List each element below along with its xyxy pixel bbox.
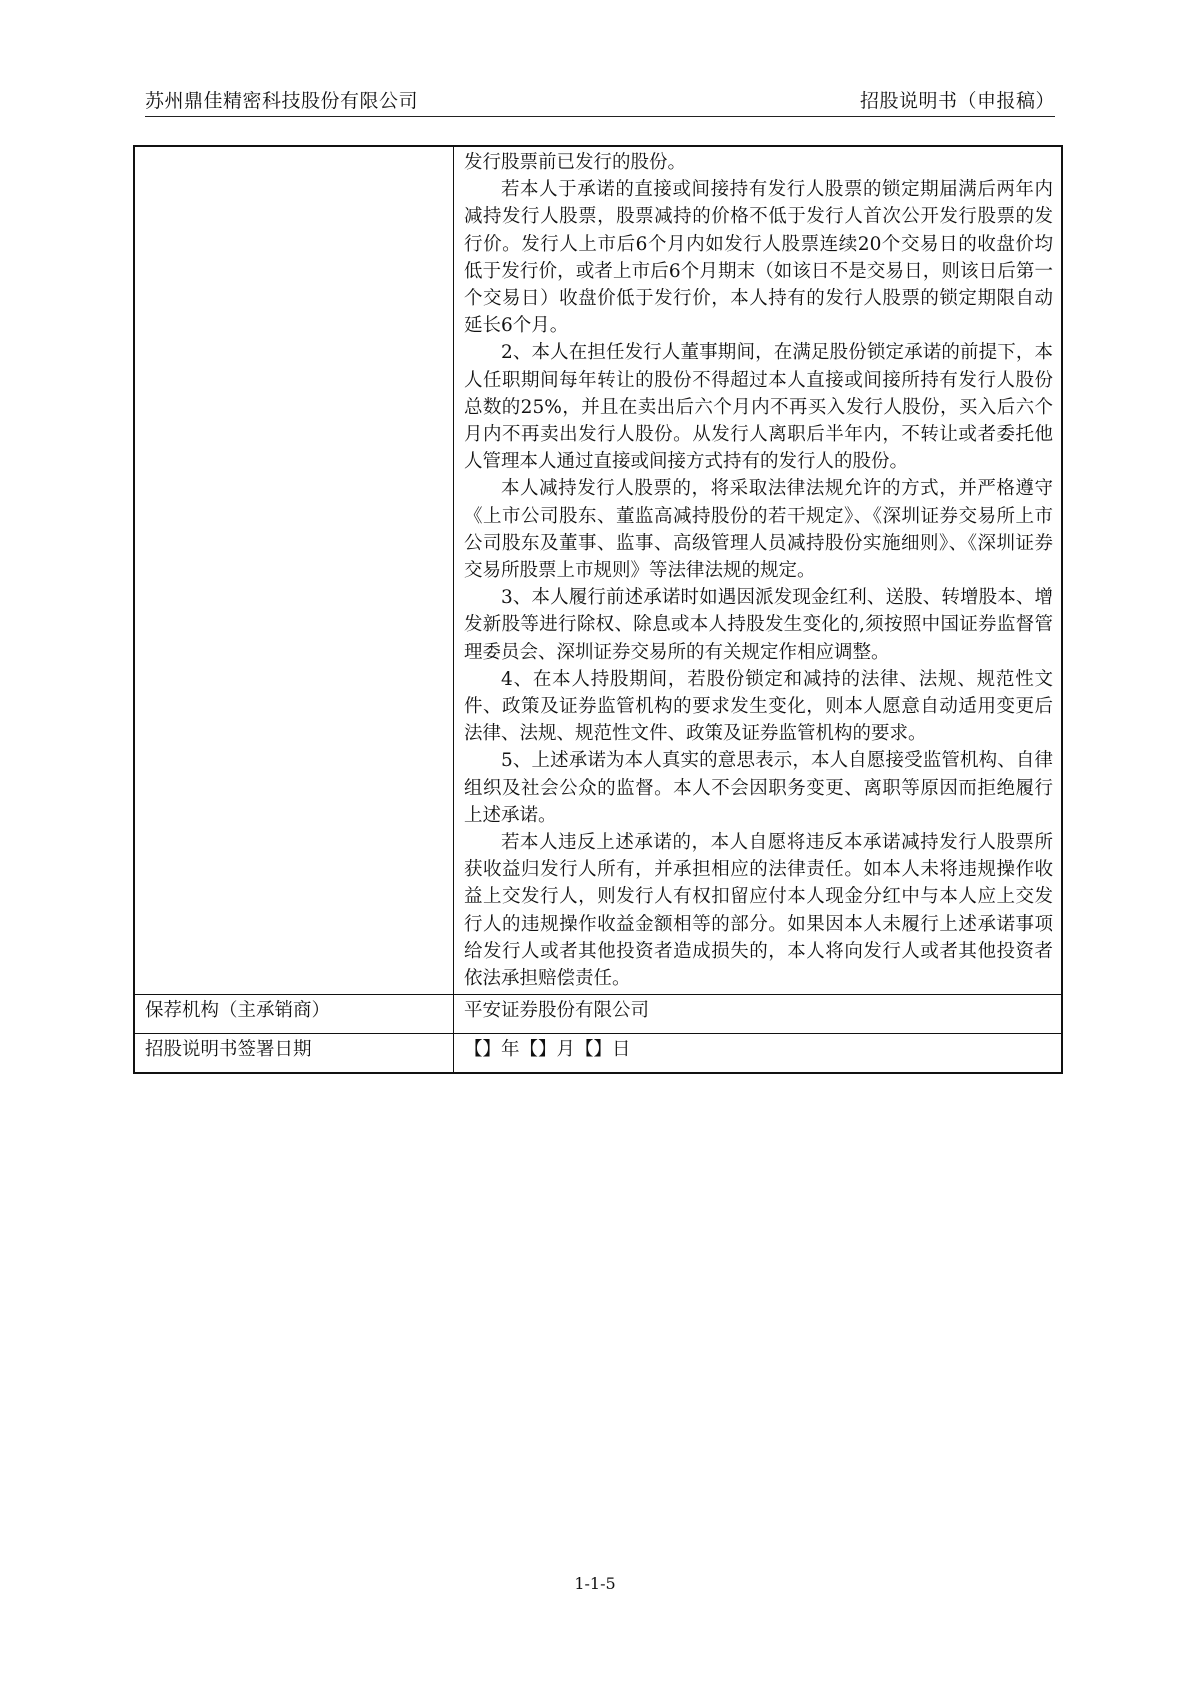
commitment-row — [134, 146, 1062, 995]
signing-date-value: 【】年【】月【】日 — [454, 1034, 1063, 1074]
commitment-paragraph-4: 本人减持发行人股票的，将采取法律法规允许的方式，并严格遵守《上市公司股东、董监高减持股份的若干规定》、《深圳证券交易所上市公司股东及董事、监事、高级管理人员减持股份实施细则》、《深圳证券交易所股票上市规则》等法律法规的规定。 — [464, 478, 1053, 582]
page-header — [145, 86, 1055, 117]
commitment-paragraph-7: 5、上述承诺为本人真实的意思表示，本人自愿接受监管机构、自律组织及社会公众的监督。本人不会因职务变更、离职等原因而拒绝履行上述承诺。 — [464, 750, 1053, 826]
company-name: 苏州鼎佳精密科技股份有限公司 — [145, 90, 419, 112]
commitment-content-cell — [454, 146, 1063, 995]
page-number: 1-1-5 — [574, 1574, 616, 1593]
commitment-paragraph-8: 若本人违反上述承诺的，本人自愿将违反本承诺减持发行人股票所获收益归发行人所有，并承担相应的法律责任。如本人未将违规操作收益上交发行人，则发行人有权扣留应付本人现金分红中与本人应上交发行人的违规操作收益金额相等的部分。如果因本人未履行上述承诺事项给发行人或者其他投资者造成损失的，本人将向发行人或者其他投资者依法承担赔偿责任。 — [464, 832, 1053, 990]
sponsor-value: 平安证券股份有限公司 — [454, 995, 1063, 1034]
signing-date-label: 招股说明书签署日期 — [134, 1034, 454, 1074]
commitment-paragraph-5: 3、本人履行前述承诺时如遇因派发现金红利、送股、转增股本、增发新股等进行除权、除息或本人持股发生变化的,须按照中国证券监督管理委员会、深圳证券交易所的有关规定作相应调整。 — [464, 587, 1053, 663]
sponsor-row — [134, 995, 1062, 1034]
info-table — [133, 145, 1063, 1074]
document-title: 招股说明书（申报稿） — [859, 90, 1055, 112]
commitment-paragraph-1: 发行股票前已发行的股份。 — [464, 152, 687, 173]
sponsor-label: 保荐机构（主承销商） — [134, 995, 454, 1034]
commitment-paragraph-3: 2、本人在担任发行人董事期间，在满足股份锁定承诺的前提下，本人任职期间每年转让的股份不得超过本人直接或间接所持有发行人股份总数的25%，并且在卖出后六个月内不再买入发行人股份，买入后六个月内不再卖出发行人股份。从发行人离职后半年内，不转让或者委托他人管理本人通过直接或间接方式持有的发行人的股份。 — [464, 342, 1053, 473]
commitment-paragraph-6: 4、在本人持股期间，若股份锁定和减持的法律、法规、规范性文件、政策及证券监管机构的要求发生变化，则本人愿意自动适用变更后法律、法规、规范性文件、政策及证券监管机构的要求。 — [464, 668, 1053, 745]
commitment-paragraph-2: 若本人于承诺的直接或间接持有发行人股票的锁定期届满后两年内减持发行人股票，股票减持的价格不低于发行人首次公开发行股票的发行价。发行人上市后6个月内如发行人股票连续20个交易日的收盘价均低于发行价，或者上市后6个月期末（如该日不是交易日，则该日后第一个交易日）收盘价低于发行价，本人持有的发行人股票的锁定期限自动延长6个月。 — [464, 179, 1053, 337]
signing-date-row — [134, 1034, 1062, 1074]
commitment-label-cell — [134, 146, 454, 995]
